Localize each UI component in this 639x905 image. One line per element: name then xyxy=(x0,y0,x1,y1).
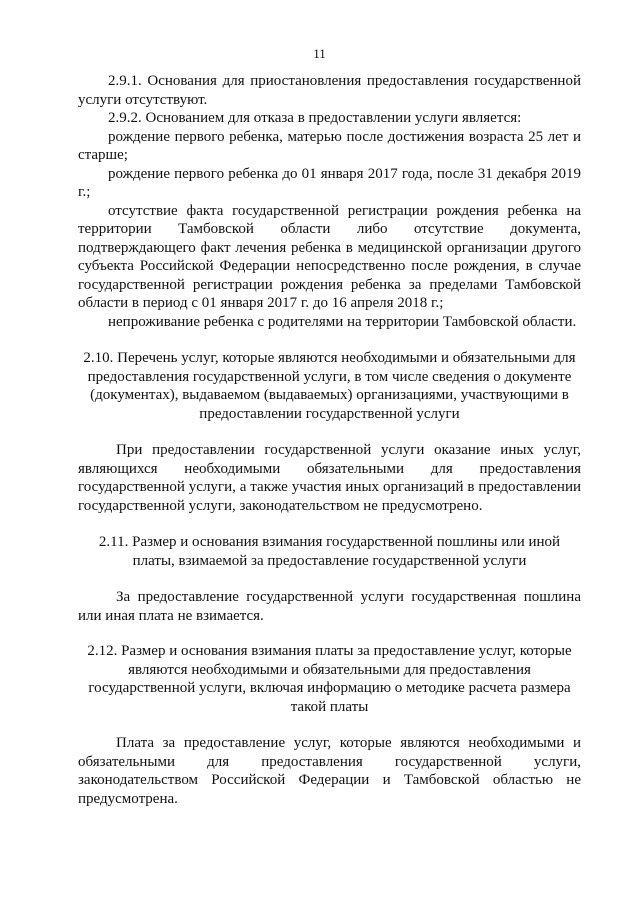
section-body-2-11: За предоставление государственной услуги государственная пошлина или иная плата не взимается. xyxy=(78,589,581,624)
document-body xyxy=(78,72,581,808)
spacer xyxy=(78,331,581,349)
paragraph-2-9-1: 2.9.1. Основания для приостановления предоставления государственной услуги отсутствуют. xyxy=(78,73,581,108)
spacer xyxy=(78,515,581,533)
section-heading-2-10: 2.10. Перечень услуг, которые являются необходимыми и обязательными для предоставления государственной услуги, в том числе сведения о документе (документах), выдаваемом (выдаваемых) организациями, участвующими в предоставлении государственной услуги xyxy=(83,350,576,422)
spacer xyxy=(78,716,581,734)
section-heading-2-11: 2.11. Размер и основания взимания государственной пошлины или иной платы, взимаемой за предоставление государственной услуги xyxy=(98,534,561,569)
section-heading-2-12: 2.12. Размер и основания взимания платы за предоставление услуг, которые являются необходимыми и обязательными для предоставления государственной услуги, включая информацию о методике расчета размера такой платы xyxy=(87,643,572,715)
paragraph-2-9-2: 2.9.2. Основанием для отказа в предоставлении услуги является: xyxy=(108,110,522,126)
refusal-reason-4: непроживание ребенка с родителями на территории Тамбовской области. xyxy=(108,313,577,330)
spacer xyxy=(78,625,581,642)
refusal-reason-2: рождение первого ребенка до 01 января 2017 года, после 31 декабря 2019 г.; xyxy=(78,165,581,200)
spacer xyxy=(78,570,581,588)
section-body-2-12: Плата за предоставление услуг, которые являются необходимыми и обязательными для предоставления государственной услуги, законодательством Российской Федерации и Тамбовской областью не предусмотрена. xyxy=(78,735,581,807)
refusal-reason-1: рождение первого ребенка, матерью после достижения возраста 25 лет и старше; xyxy=(78,128,581,163)
spacer xyxy=(78,423,581,441)
refusal-reason-3: отсутствие факта государственной регистрации рождения ребенка на территории Тамбовской области либо отсутствие документа, подтверждающего факт лечения ребенка в медицинской организации другого субъекта Российской Федерации непосредственно после рождения, в случае государственной регистрации рождения ребенка за пределами Тамбовской области в период с 01 января 2017 г. до 16 апреля 2018 г.; xyxy=(78,202,581,311)
page-number: 11 xyxy=(313,46,326,61)
section-body-2-10: При предоставлении государственной услуги оказание иных услуг, являющихся необходимыми обязательными для предоставления государственной услуги, а также участия иных организаций в предоставлении государственной услуги, законодательством не предусмотрено. xyxy=(78,442,581,514)
